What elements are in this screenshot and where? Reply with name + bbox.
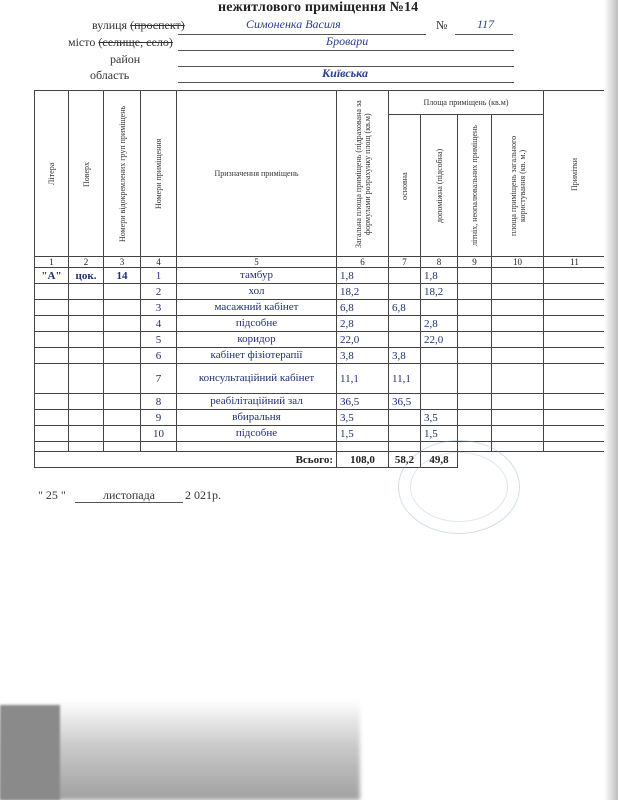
row-aux — [421, 364, 458, 394]
row-children — [458, 394, 492, 410]
col-number: 10 — [492, 257, 544, 268]
row-notes — [544, 426, 606, 442]
row-common — [492, 348, 544, 364]
date-month: листопада — [103, 488, 156, 502]
row-main — [389, 268, 421, 284]
totals-row — [35, 452, 606, 468]
row-notes — [544, 300, 606, 316]
col-header-notes: Примітки — [544, 91, 606, 257]
row-notes — [544, 284, 606, 300]
row-litera — [35, 364, 69, 394]
row-group — [104, 364, 141, 394]
stamp-inner — [410, 452, 508, 522]
row-aux: 18,2 — [421, 284, 458, 300]
row-common — [492, 364, 544, 394]
row-common — [492, 394, 544, 410]
row-floor — [69, 410, 104, 426]
row-number: 10 — [141, 426, 177, 442]
row-floor — [69, 426, 104, 442]
city-value: Бровари — [326, 34, 369, 48]
row-litera — [35, 300, 69, 316]
row-main — [389, 332, 421, 348]
row-floor — [69, 394, 104, 410]
spacer-row — [35, 442, 606, 452]
row-children — [458, 410, 492, 426]
row-group — [104, 284, 141, 300]
row-number: 3 — [141, 300, 177, 316]
row-children — [458, 284, 492, 300]
row-purpose: тамбур — [177, 268, 337, 284]
row-common — [492, 284, 544, 300]
col-number: 1 — [35, 257, 69, 268]
city-label — [68, 35, 173, 50]
number-label: № — [436, 18, 448, 32]
number-value: 117 — [477, 17, 495, 31]
row-main — [389, 284, 421, 300]
row-children — [458, 364, 492, 394]
row-children — [458, 316, 492, 332]
row-notes — [544, 268, 606, 284]
row-litera — [35, 426, 69, 442]
col-header-common: площа приміщень загального користування (кв. м.) — [492, 115, 544, 257]
row-common — [492, 268, 544, 284]
totals-main: 58,2 — [389, 452, 421, 468]
row-purpose: підсобне — [177, 316, 337, 332]
row-common — [492, 410, 544, 426]
table-row — [35, 332, 606, 348]
date-day: " 25 " — [38, 488, 66, 502]
row-notes — [544, 316, 606, 332]
col-number: 5 — [177, 257, 337, 268]
row-main: 3,8 — [389, 348, 421, 364]
row-aux: 1,5 — [421, 426, 458, 442]
row-notes — [544, 348, 606, 364]
col-header-total: Загальна площа приміщень (підрахована за формулами розрахунку площ (кв.м) — [337, 91, 389, 257]
row-notes — [544, 410, 606, 426]
row-litera — [35, 284, 69, 300]
row-children — [458, 268, 492, 284]
region-label: область — [90, 68, 130, 82]
row-total: 6,8 — [337, 300, 389, 316]
row-number: 1 — [141, 268, 177, 284]
table-row — [35, 300, 606, 316]
row-purpose: масажний кабінет — [177, 300, 337, 316]
row-main — [389, 426, 421, 442]
col-number: 2 — [69, 257, 104, 268]
row-children — [458, 300, 492, 316]
row-main: 11,1 — [389, 364, 421, 394]
street-label-struck: (проспект) — [130, 18, 185, 32]
row-notes — [544, 364, 606, 394]
col-number: 6 — [337, 257, 389, 268]
col-header-poverkh: Поверх — [69, 91, 104, 257]
row-group — [104, 300, 141, 316]
row-number: 7 — [141, 364, 177, 394]
row-litera — [35, 410, 69, 426]
row-number: 9 — [141, 410, 177, 426]
row-litera — [35, 316, 69, 332]
row-common — [492, 426, 544, 442]
row-litera — [35, 394, 69, 410]
col-header-children: літніх, неопалювальних приміщень — [458, 115, 492, 257]
city-label-prefix: місто — [68, 35, 96, 49]
row-total: 1,5 — [337, 426, 389, 442]
row-aux — [421, 300, 458, 316]
col-number: 9 — [458, 257, 492, 268]
street-value: Симоненка Василя — [246, 17, 341, 31]
row-purpose: підсобне — [177, 426, 337, 442]
row-purpose: коридор — [177, 332, 337, 348]
col-header-rooms: Номери приміщення — [141, 91, 177, 257]
col-header-main: основна — [389, 115, 421, 257]
col-header-purpose: Призначення приміщень — [177, 91, 337, 257]
row-number: 2 — [141, 284, 177, 300]
row-main: 6,8 — [389, 300, 421, 316]
col-number: 4 — [141, 257, 177, 268]
city-label-struck: (селище, село) — [98, 35, 173, 49]
row-group — [104, 316, 141, 332]
row-floor — [69, 332, 104, 348]
row-common — [492, 300, 544, 316]
row-aux: 2,8 — [421, 316, 458, 332]
row-aux — [421, 348, 458, 364]
row-purpose: кабінет фізіотерапії — [177, 348, 337, 364]
totals-total: 108,0 — [337, 452, 389, 468]
region-value: Київська — [322, 66, 368, 80]
row-aux: 3,5 — [421, 410, 458, 426]
row-group — [104, 348, 141, 364]
row-litera: "А" — [35, 268, 69, 284]
col-header-area-group: Площа приміщень (кв.м) — [389, 91, 544, 115]
column-numbers-row — [35, 257, 606, 268]
col-header-litera: Літера — [35, 91, 69, 257]
scan-dark-corner — [0, 705, 60, 800]
row-total: 3,8 — [337, 348, 389, 364]
document-title: нежитлового приміщення №14 — [218, 0, 419, 15]
row-notes — [544, 332, 606, 348]
date-year: 2 021р. — [185, 488, 221, 502]
row-main — [389, 410, 421, 426]
row-floor — [69, 348, 104, 364]
row-purpose: хол — [177, 284, 337, 300]
row-total: 1,8 — [337, 268, 389, 284]
row-main: 36,5 — [389, 394, 421, 410]
row-total: 36,5 — [337, 394, 389, 410]
row-litera — [35, 332, 69, 348]
row-number: 5 — [141, 332, 177, 348]
table-row — [35, 284, 606, 300]
row-aux: 22,0 — [421, 332, 458, 348]
table-row — [35, 426, 606, 442]
number-underline — [455, 34, 513, 35]
col-number: 11 — [544, 257, 606, 268]
row-purpose: консультаційний кабінет — [177, 364, 337, 394]
totals-aux: 49,8 — [421, 452, 458, 468]
row-group — [104, 410, 141, 426]
row-aux: 1,8 — [421, 268, 458, 284]
premises-table — [34, 90, 606, 468]
row-group — [104, 394, 141, 410]
col-number: 8 — [421, 257, 458, 268]
col-header-aux: допоміжна (підсобна) — [421, 115, 458, 257]
table-row — [35, 364, 606, 394]
totals-label: Всього: — [35, 452, 337, 468]
row-total: 22,0 — [337, 332, 389, 348]
row-floor — [69, 364, 104, 394]
row-floor: цок. — [69, 268, 104, 284]
scan-edge — [604, 0, 618, 800]
district-label: район — [110, 52, 141, 66]
row-group: 14 — [104, 268, 141, 284]
row-group — [104, 426, 141, 442]
col-header-groups: Номери відокремлених груп приміщень — [104, 91, 141, 257]
street-label-prefix: вулиця — [92, 18, 128, 32]
street-label — [92, 18, 185, 33]
row-total: 2,8 — [337, 316, 389, 332]
table-row — [35, 410, 606, 426]
col-number: 7 — [389, 257, 421, 268]
region-underline — [178, 82, 514, 83]
row-litera — [35, 348, 69, 364]
row-floor — [69, 284, 104, 300]
street-underline — [178, 34, 426, 35]
row-notes — [544, 394, 606, 410]
table-row — [35, 394, 606, 410]
row-children — [458, 332, 492, 348]
city-underline — [178, 50, 514, 51]
table-row — [35, 316, 606, 332]
col-number: 3 — [104, 257, 141, 268]
row-group — [104, 332, 141, 348]
row-main — [389, 316, 421, 332]
row-floor — [69, 300, 104, 316]
row-children — [458, 348, 492, 364]
row-common — [492, 316, 544, 332]
row-total: 11,1 — [337, 364, 389, 394]
row-floor — [69, 316, 104, 332]
row-purpose: вбиральня — [177, 410, 337, 426]
row-total: 3,5 — [337, 410, 389, 426]
row-number: 6 — [141, 348, 177, 364]
row-number: 8 — [141, 394, 177, 410]
table-row — [35, 348, 606, 364]
table-row — [35, 268, 606, 284]
row-total: 18,2 — [337, 284, 389, 300]
row-aux — [421, 394, 458, 410]
row-purpose: реабілітаційний зал — [177, 394, 337, 410]
row-common — [492, 332, 544, 348]
row-number: 4 — [141, 316, 177, 332]
